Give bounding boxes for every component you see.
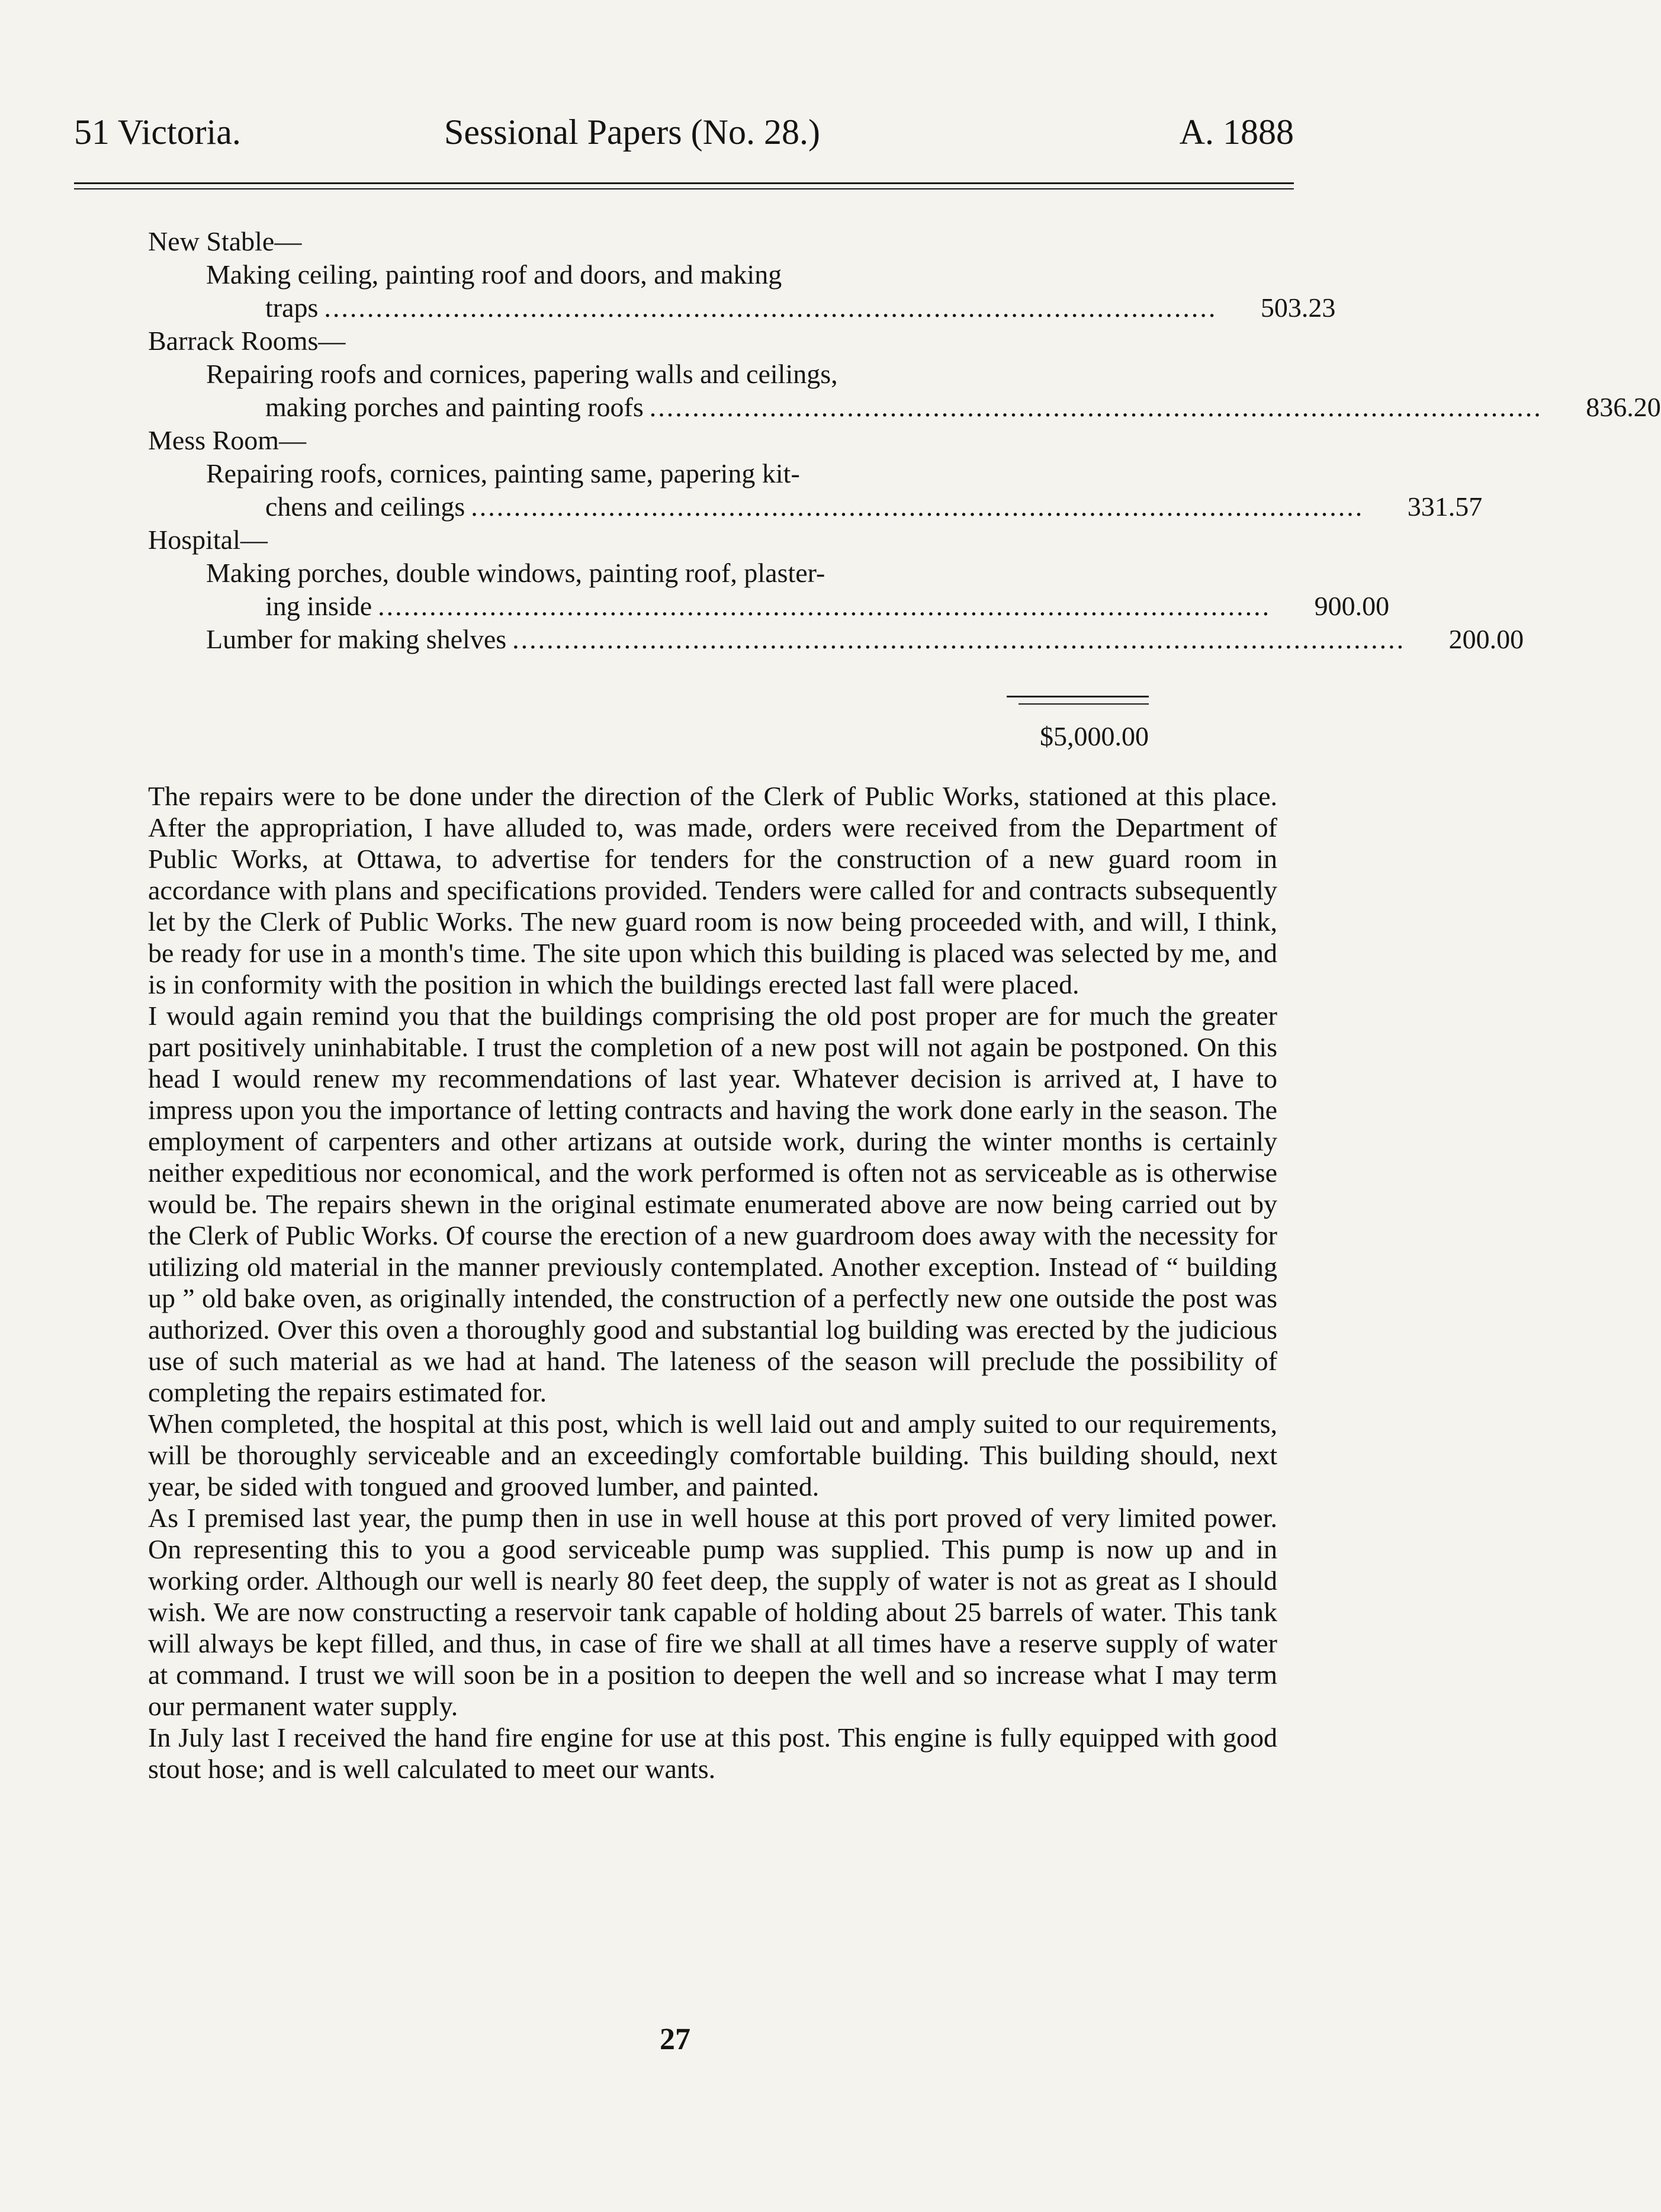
item-entries [148,457,1483,523]
expense-item [148,424,1483,523]
header-right: A. 1888 [1179,112,1294,152]
entry-amount: 836.20 [1586,392,1661,422]
entry-continuation: making porches and painting roofs [265,392,644,422]
leader-dots: ........................................................................................................ [649,392,1543,422]
leader-dots: ........................................................................................................ [512,624,1406,654]
item-heading: Barrack Rooms— [148,326,346,356]
entry-continuation: chens and ceilings [265,491,465,522]
paragraph: When completed, the hospital at this post, which is well laid out and amply suited to our requirements, will be thoroughly serviceable and an exceedingly comfortable building. This building should, next year, be sided with tongued and grooved lumber, and painted. [148,1409,1277,1502]
paragraph: As I premised last year, the pump then in use in well house at this port proved of very limited power. On representing this to you a good serviceable pump was supplied. This pump is now up and in working order. Although our well is nearly 80 feet deep, the supply of water is not as great as I should wish. We are now constructing a reservoir tank capable of holding about 25 barrels of water. This tank will always be kept filled, and thus, in case of fire we shall at all times have a reserve supply of water at command. I trust we will soon be in a position to deepen the well and so increase what I may term our permanent water supply. [148,1503,1277,1721]
entry-line [206,590,1390,623]
item-heading: Hospital— [148,525,268,555]
entry-line [206,291,1336,324]
paragraph: I would again remind you that the buildings comprising the old post proper are for much the greater part positively uninhabitable. I trust the completion of a new post will not again be postponed. On this head I would renew my recommendations of last year. Whatever decision is arrived at, I have to impress upon you the importance of letting contracts and having the work done early in the season. The employment of carpenters and other artizans at outside work, during the winter months is certainly neither expeditious nor economical, and the work performed is often not as serviceable as is otherwise would be. The repairs shewn in the original estimate enumerated above are now being carried out by the Clerk of Public Works. Of course the erection of a new guardroom does away with the necessity for utilizing old material in the manner previously contemplated. Another exception. Instead of “ building up ” old bake oven, as originally intended, the construction of a perfectly new one outside the post was authorized. Over this oven a thoroughly good and substantial log building was erected by the judicious use of such material as we had at hand. The lateness of the season will preclude the possibility of completing the repairs estimated for. [148,1001,1277,1407]
item-entries [148,557,1524,656]
running-head [74,105,1294,159]
paragraph: In July last I received the hand fire engine for use at this post. This engine is fully equipped with good stout hose; and is well calculated to meet our wants. [148,1722,1277,1784]
entry-text: Lumber for making shelves [206,624,507,654]
entry-continuation: ing inside [265,591,372,621]
leader-dots: ........................................................................................................ [471,491,1364,522]
item-heading: Mess Room— [148,425,307,455]
page-number: 27 [660,2023,690,2056]
header-center: Sessional Papers (No. 28.) [444,112,820,152]
entry-amount: 200.00 [1448,624,1524,654]
expense-item [148,225,1336,324]
item-heading: New Stable— [148,226,302,256]
leader-dots: ........................................................................................................ [324,292,1217,323]
item-entries [148,258,1336,324]
total-rule-thin [1019,703,1149,705]
total-block [1007,696,1149,753]
entry-text: Repairing roofs and cornices, papering walls and ceilings, [206,359,838,389]
expense-item [148,523,1524,656]
entry-amount: 331.57 [1407,491,1483,522]
entry-continuation: traps [265,292,319,323]
total-rule [1007,696,1149,697]
entry-line [206,623,1524,656]
entry-text: Making porches, double windows, painting roof, plaster- [206,558,825,588]
entry-line [206,391,1661,424]
entry-line [206,490,1483,523]
leader-dots: ........................................................................................................ [378,591,1271,621]
expense-list [148,225,1661,656]
header-left: 51 Victoria. [74,112,241,152]
expense-item [148,324,1661,424]
entry-amount: 503.23 [1260,292,1336,323]
total-amount: $5,000.00 [1040,721,1149,751]
paragraph: The repairs were to be done under the direction of the Clerk of Public Works, stationed at this place. After the appropriation, I have alluded to, was made, orders were received from the Department of Public Works, at Ottawa, to advertise for tenders for the construction of a new guard room in accordance with plans and specifications provided. Tenders were called for and contracts subsequently let by the Clerk of Public Works. The new guard room is now being proceeded with, and will, I think, be ready for use in a month's time. The site upon which this building is placed was selected by me, and is in conformity with the position in which the buildings erected last fall were placed. [148,781,1277,999]
body-text [148,780,1277,1785]
entry-amount: 900.00 [1314,591,1390,621]
item-entries [148,358,1661,424]
entry-text: Repairing roofs, cornices, painting same, papering kit- [206,458,800,488]
entry-text: Making ceiling, painting roof and doors, and making [206,259,782,290]
header-rule [74,182,1294,191]
